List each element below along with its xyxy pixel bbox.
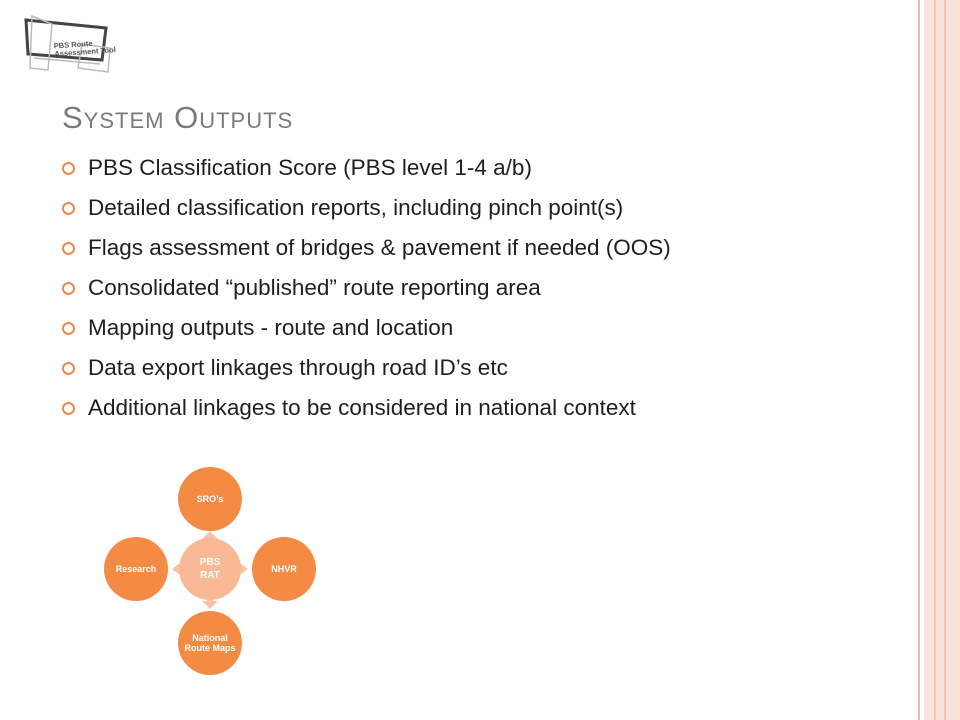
right-border-stripe [944, 0, 946, 720]
bullet-text: PBS Classification Score (PBS level 1-4 a/b) [88, 155, 532, 180]
bullet-text: Mapping outputs - route and location [88, 315, 454, 340]
diagram-node-bottom: National Route Maps [178, 611, 242, 675]
bullet-item [62, 270, 671, 310]
right-border-band [924, 0, 960, 720]
radial-diagram [100, 465, 320, 685]
bullet-circle-icon [62, 242, 75, 255]
bullet-item [62, 230, 671, 270]
bullet-item [62, 150, 671, 190]
right-border-stripe [934, 0, 936, 720]
bullet-circle-icon [62, 202, 75, 215]
bullet-item [62, 390, 671, 430]
bullet-circle-icon [62, 162, 75, 175]
pbs-logo [22, 14, 117, 74]
bullet-circle-icon [62, 362, 75, 375]
bullet-circle-icon [62, 282, 75, 295]
diagram-node-top: SRO’s [178, 467, 242, 531]
logo-text: PBS Route Assessment Tool [53, 38, 117, 59]
bullet-item [62, 350, 671, 390]
bullet-text: Consolidated “published” route reporting area [88, 275, 541, 300]
bullet-text: Flags assessment of bridges & pavement if needed (OOS) [88, 235, 671, 260]
diagram-node-left: Research [104, 537, 168, 601]
bullet-text: Detailed classification reports, including pinch point(s) [88, 195, 624, 220]
bullet-item [62, 190, 671, 230]
right-border-line [918, 0, 920, 720]
diagram-node-center: PBS RAT [179, 538, 241, 600]
bullet-item [62, 310, 671, 350]
bullet-circle-icon [62, 402, 75, 415]
bullet-text: Additional linkages to be considered in national context [88, 395, 636, 420]
diagram-node-right: NHVR [252, 537, 316, 601]
bullet-list [62, 150, 671, 430]
slide-title: System Outputs [62, 100, 294, 135]
bullet-circle-icon [62, 322, 75, 335]
bullet-text: Data export linkages through road ID’s etc [88, 355, 508, 380]
